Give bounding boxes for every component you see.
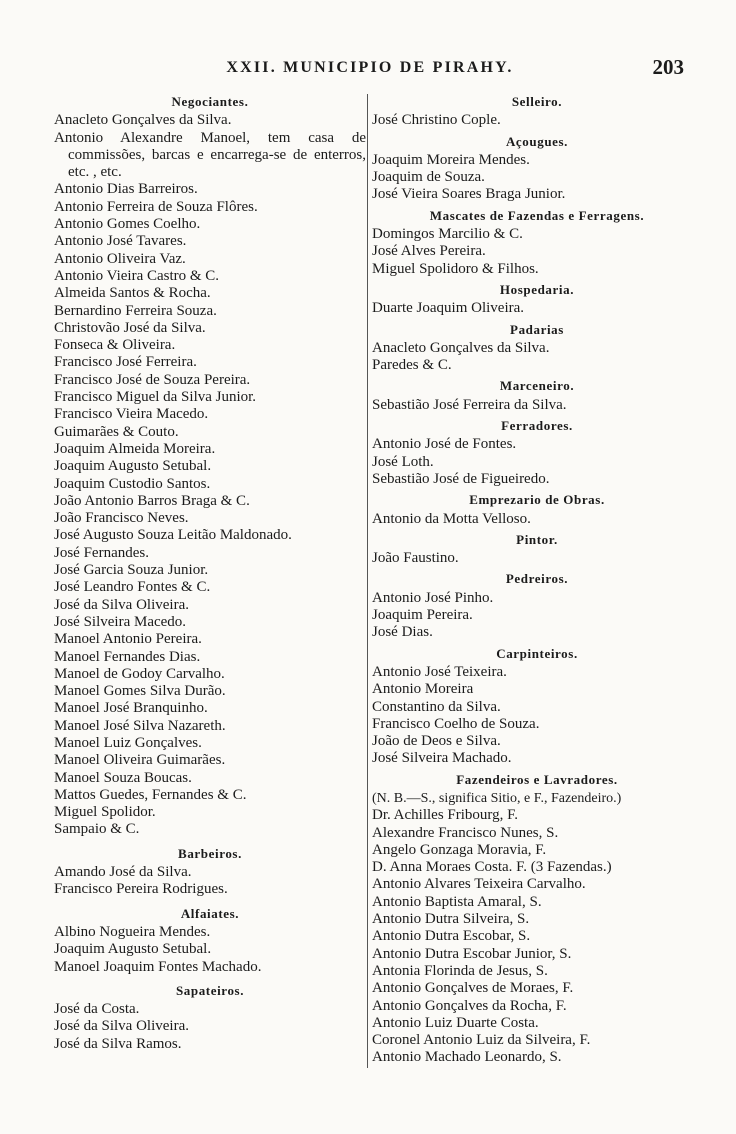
list-item: Manoel Joaquim Fontes Machado. bbox=[54, 958, 262, 975]
list-item: Antonio Luiz Duarte Costa. bbox=[372, 1014, 539, 1031]
list-item: Joaquim Augusto Setubal. bbox=[54, 458, 212, 475]
list-item: Antonio Alvares Teixeira Carvalho. bbox=[372, 876, 586, 893]
list-item: Antonio Moreira bbox=[372, 681, 474, 698]
list-item: Antonio Vieira Castro & C. bbox=[54, 267, 220, 284]
section-heading-marceneiro: Marceneiro. bbox=[499, 378, 575, 394]
list-item: José da Silva Oliveira. bbox=[54, 1018, 189, 1035]
list-item: Antonio Gomes Coelho. bbox=[54, 216, 201, 233]
list-item: João de Deos e Silva. bbox=[372, 733, 501, 750]
list-item: Manoel José Branquinho. bbox=[54, 700, 208, 717]
list-item: Manoel Antonio Pereira. bbox=[54, 631, 202, 648]
list-item: José Augusto Souza Leitão Maldonado. bbox=[54, 527, 292, 544]
section-heading-negociantes: Negociantes. bbox=[171, 94, 249, 109]
page-header bbox=[0, 57, 736, 87]
list-item: Alexandre Francisco Nunes, S. bbox=[372, 824, 559, 841]
list-item: Manoel Souza Boucas. bbox=[54, 769, 192, 786]
list-item: Christovão José da Silva. bbox=[54, 319, 206, 336]
list-item: João Antonio Barros Braga & C. bbox=[54, 492, 250, 509]
list-item: Albino Nogueira Mendes. bbox=[54, 923, 211, 940]
list-item: José da Costa. bbox=[54, 1001, 140, 1018]
page-number: 203 bbox=[652, 55, 684, 79]
list-item: Anacleto Gonçalves da Silva. bbox=[54, 112, 232, 129]
section-list-barbeiros bbox=[54, 864, 366, 899]
list-item: Joaquim Custodio Santos. bbox=[54, 475, 211, 492]
section-heading-ferradores: Ferradores. bbox=[501, 418, 573, 434]
page-title: XXII. MUNICIPIO DE PIRAHY. bbox=[226, 59, 514, 76]
list-item: Antonio José Teixeira. bbox=[372, 663, 507, 680]
list-item: Antonio Dias Barreiros. bbox=[54, 181, 198, 198]
list-item: Manoel de Godoy Carvalho. bbox=[54, 665, 225, 682]
list-item: Antonio Dutra Escobar Junior, S. bbox=[372, 945, 572, 962]
section-list-negociantes bbox=[54, 112, 366, 838]
list-item: Angelo Gonzaga Moravia, F. bbox=[372, 841, 547, 858]
list-item: João Francisco Neves. bbox=[54, 510, 189, 527]
right-column bbox=[372, 90, 702, 1067]
left-column bbox=[54, 90, 366, 1053]
list-item: Coronel Antonio Luiz da Silveira, F. bbox=[372, 1032, 591, 1049]
section-heading-pintor: Pintor. bbox=[516, 531, 558, 547]
section-list-alfaiates bbox=[54, 924, 366, 976]
list-item: Joaquim Augusto Setubal. bbox=[54, 941, 212, 958]
section-heading-pedreiros: Pedreiros. bbox=[505, 571, 569, 587]
list-item: Joaquim Pereira. bbox=[372, 607, 473, 624]
list-item: Miguel Spolidoro & Filhos. bbox=[372, 260, 539, 277]
list-item: Antonio Alexandre Manoel, tem casa de commissões, barcas e encarrega-se de enterros, etc. , etc. bbox=[54, 129, 366, 181]
list-item: Francisco José de Souza Pereira. bbox=[54, 371, 251, 388]
section-heading-barbeiros: Barbeiros. bbox=[178, 845, 242, 861]
list-item: Joaquim de Souza. bbox=[372, 169, 485, 186]
list-item: Sebastião José Ferreira da Silva. bbox=[372, 396, 567, 413]
list-item: José da Silva Oliveira. bbox=[54, 596, 189, 613]
list-item: Manoel José Silva Nazareth. bbox=[54, 717, 226, 734]
list-item: D. Anna Moraes Costa. F. (3 Fazendas.) bbox=[372, 859, 612, 876]
list-item: Paredes & C. bbox=[372, 357, 452, 374]
abbreviation-note: (N. B.—S., significa Sitio, e F., Fazendeiro.) bbox=[372, 790, 622, 806]
section-heading-fazendeiros: Fazendeiros e Lavradores. bbox=[456, 771, 618, 787]
list-item: Antonio Ferreira de Souza Flôres. bbox=[54, 198, 258, 215]
list-item: Antonio Dutra Escobar, S. bbox=[372, 928, 531, 945]
list-item: Antonio Gonçalves de Moraes, F. bbox=[372, 980, 574, 997]
section-heading-hospedaria: Hospedaria. bbox=[499, 281, 575, 297]
section-heading-mascates: Mascates de Fazendas e Ferragens. bbox=[429, 207, 645, 223]
list-item: Antonio José Tavares. bbox=[54, 233, 187, 250]
section-heading-acougues: Açougues. bbox=[505, 133, 569, 149]
list-item: Guimarães & Couto. bbox=[54, 423, 179, 440]
list-item: Amando José da Silva. bbox=[54, 864, 192, 881]
list-item: Antonio José Pinho. bbox=[372, 589, 494, 606]
list-item: José Christino Cople. bbox=[372, 112, 501, 129]
list-item: Domingos Marcilio & C. bbox=[372, 226, 523, 243]
list-item: José Vieira Soares Braga Junior. bbox=[372, 186, 566, 203]
list-item: Francisco Pereira Rodrigues. bbox=[54, 881, 228, 898]
section-heading-selleiro: Selleiro. bbox=[511, 94, 563, 109]
list-item: José Loth. bbox=[372, 453, 434, 470]
section-heading-emprezario: Emprezario de Obras. bbox=[469, 492, 605, 508]
section-heading-sapateiros: Sapateiros. bbox=[175, 982, 245, 998]
section-list-sapateiros bbox=[54, 1001, 366, 1053]
list-item: Manoel Gomes Silva Durão. bbox=[54, 683, 226, 700]
column-divider bbox=[367, 94, 368, 1068]
list-item: Francisco Coelho de Souza. bbox=[372, 715, 540, 732]
list-item: José Alves Pereira. bbox=[372, 243, 486, 260]
list-item: Manoel Oliveira Guimarães. bbox=[54, 752, 226, 769]
list-item: José da Silva Ramos. bbox=[54, 1035, 182, 1052]
list-item: Almeida Santos & Rocha. bbox=[54, 285, 211, 302]
section-heading-carpinteiros: Carpinteiros. bbox=[496, 645, 578, 661]
list-item: Miguel Spolidor. bbox=[54, 804, 156, 821]
list-item: José Leandro Fontes & C. bbox=[54, 579, 211, 596]
list-item: Sebastião José de Figueiredo. bbox=[372, 470, 550, 487]
list-item: Antonio Baptista Amaral, S. bbox=[372, 893, 542, 910]
list-item: José Garcia Souza Junior. bbox=[54, 562, 209, 579]
list-item: João Faustino. bbox=[372, 550, 459, 567]
list-item: Antonia Florinda de Jesus, S. bbox=[372, 962, 548, 979]
list-item: Constantino da Silva. bbox=[372, 698, 501, 715]
list-item: José Fernandes. bbox=[54, 544, 149, 561]
list-item: Antonio Machado Leonardo, S. bbox=[372, 1049, 562, 1066]
list-item: Antonio José de Fontes. bbox=[372, 436, 517, 453]
list-item: Francisco Vieira Macedo. bbox=[54, 406, 209, 423]
list-item: Joaquim Almeida Moreira. bbox=[54, 440, 216, 457]
list-item: Duarte Joaquim Oliveira. bbox=[372, 300, 525, 317]
list-item: Antonio Oliveira Vaz. bbox=[54, 250, 186, 267]
section-heading-padarias: Padarias bbox=[510, 321, 564, 337]
list-item: Francisco Miguel da Silva Junior. bbox=[54, 389, 257, 406]
list-item: José Silveira Machado. bbox=[372, 750, 512, 767]
list-item: Dr. Achilles Fribourg, F. bbox=[372, 807, 519, 824]
list-item: Antonio da Motta Velloso. bbox=[372, 510, 531, 527]
list-item: Antonio Gonçalves da Rocha, F. bbox=[372, 997, 567, 1014]
list-item: Joaquim Moreira Mendes. bbox=[372, 151, 530, 168]
list-item: Anacleto Gonçalves da Silva. bbox=[372, 339, 550, 356]
list-item: Mattos Guedes, Fernandes & C. bbox=[54, 786, 247, 803]
section-heading-alfaiates: Alfaiates. bbox=[180, 905, 240, 921]
list-item: Bernardino Ferreira Souza. bbox=[54, 302, 217, 319]
list-item: Sampaio & C. bbox=[54, 821, 140, 838]
list-item: José Silveira Macedo. bbox=[54, 613, 187, 630]
list-item: Manoel Luiz Gonçalves. bbox=[54, 734, 202, 751]
list-item: Francisco José Ferreira. bbox=[54, 354, 197, 371]
list-item: José Dias. bbox=[372, 624, 433, 641]
list-item: Fonseca & Oliveira. bbox=[54, 337, 176, 354]
list-item: Manoel Fernandes Dias. bbox=[54, 648, 201, 665]
list-item: Antonio Dutra Silveira, S. bbox=[372, 911, 530, 928]
